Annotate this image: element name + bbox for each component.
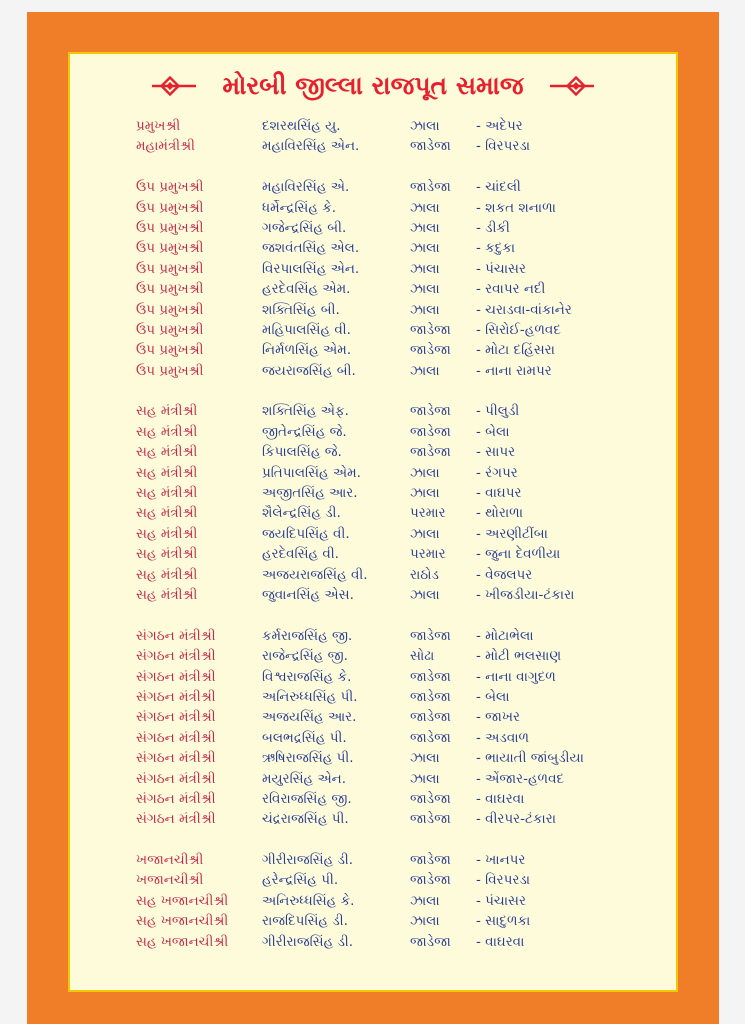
member-name: રવિરાજસિંહ જી.: [262, 790, 352, 807]
member-role: ઉપ પ્રમુખશ્રી: [136, 362, 204, 379]
member-role: સંગઠન મંત્રીશ્રી: [136, 709, 216, 726]
member-list-panel: [68, 52, 678, 992]
member-name: પ્રતિપાલસિંહ એમ.: [262, 464, 361, 481]
member-name: હરદેવસિંહ એમ.: [262, 281, 351, 298]
member-village: - નાના વાગુદળ: [476, 668, 556, 685]
member-name: જયરાજસિંહ બી.: [262, 362, 356, 379]
member-role: સંગઠન મંત્રીશ્રી: [136, 668, 216, 685]
member-name: હરદેવસિંહ વી.: [262, 546, 339, 563]
member-row: [70, 524, 676, 544]
member-name: કિપાલસિંહ જે.: [262, 444, 342, 461]
member-role: સંગઠન મંત્રીશ્રી: [136, 648, 216, 665]
member-role: ઉપ પ્રમુખશ્રી: [136, 199, 204, 216]
member-surname: જાડેજા: [410, 729, 451, 746]
member-row: [70, 218, 676, 238]
member-surname: જાડેજા: [410, 933, 451, 950]
member-surname: ઝાલા: [410, 750, 440, 767]
group-spacer: [70, 381, 676, 401]
member-role: સહ ખજાનચીશ્રી: [136, 913, 229, 930]
group-spacer: [70, 830, 676, 850]
member-village: - સિરોઈ-હળવદ: [476, 321, 561, 338]
member-surname: ઝાલા: [410, 301, 440, 318]
member-surname: જાડેજા: [410, 627, 451, 644]
member-row: [70, 238, 676, 258]
page-title: મોરબી જીલ્લા રાજપૂત સમાજ: [222, 71, 524, 100]
member-village: - ભાયાતી જાંબુડીયા: [476, 750, 584, 767]
member-row: [70, 300, 676, 320]
member-row: [70, 401, 676, 421]
member-name: ગીરીરાજસિંહ ડી.: [262, 933, 354, 950]
member-village: - સાપર: [476, 444, 516, 461]
member-name: કર્મરાજસિંહ જી.: [262, 627, 353, 644]
member-role: સહ મંત્રીશ્રી: [136, 423, 198, 440]
member-role: સહ મંત્રીશ્રી: [136, 566, 198, 583]
member-village: - એંજાર-હળવદ: [476, 770, 565, 787]
member-name: અજયસિંહ આર.: [262, 709, 357, 726]
member-village: - નાના રામપર: [476, 362, 552, 379]
member-role: ઉપ પ્રમુખશ્રી: [136, 179, 204, 196]
member-surname: જાડેજા: [410, 709, 451, 726]
member-name: મહાવિરસિંહ એન.: [262, 138, 360, 155]
member-row: [70, 259, 676, 279]
member-row: [70, 463, 676, 483]
member-name: રાજેન્દ્રસિંહ જી.: [262, 648, 348, 665]
member-village: - વાઘરવા: [476, 790, 525, 807]
member-village: - વાઘરવા: [476, 933, 525, 950]
member-row: [70, 422, 676, 442]
member-village: - વીરપર-ટંકારા: [476, 811, 557, 828]
member-role: સહ ખજાનચીશ્રી: [136, 892, 229, 909]
member-surname: જાડેજા: [410, 811, 451, 828]
member-village: - વાઘપર: [476, 485, 522, 502]
member-village: - પીલુડી: [476, 403, 520, 420]
member-row: [70, 728, 676, 748]
member-name: રાજદિપસિંહ ડી.: [262, 913, 348, 930]
member-name: અનિરુધ્ધસિંહ કે.: [262, 892, 355, 909]
member-row: [70, 809, 676, 829]
member-role: ખજાનચીશ્રી: [136, 852, 204, 869]
member-village: - વિરપરડા: [476, 138, 531, 155]
member-surname: ઝાલા: [410, 485, 440, 502]
member-name: શક્તિસિંહ બી.: [262, 301, 340, 318]
member-surname: પરમાર: [410, 546, 446, 563]
member-surname: ઝાલા: [410, 118, 440, 134]
member-role: મહામંત્રીશ્રી: [136, 138, 195, 155]
member-name: મયુરસિંહ એન.: [262, 770, 347, 787]
member-village: - થોરાળા: [476, 505, 524, 522]
member-row: [70, 769, 676, 789]
member-row: [70, 646, 676, 666]
member-role: સહ મંત્રીશ્રી: [136, 586, 198, 603]
member-role: સંગઠન મંત્રીશ્રી: [136, 750, 216, 767]
member-name: હરેન્દ્રસિંહ પી.: [262, 872, 339, 889]
member-role: સહ મંત્રીશ્રી: [136, 525, 198, 542]
member-row: [70, 361, 676, 381]
member-surname: જાડેજા: [410, 179, 451, 196]
member-row: [70, 891, 676, 911]
member-name: જશવંતસિંહ એલ.: [262, 240, 360, 257]
member-role: સહ મંત્રીશ્રી: [136, 444, 198, 461]
member-role: સંગઠન મંત્રીશ્રી: [136, 770, 216, 787]
member-row: [70, 177, 676, 197]
member-surname: જાડેજા: [410, 138, 451, 155]
member-village: - ચરાડવા-વાંકાનેર: [476, 301, 572, 318]
member-surname: જાડેજા: [410, 668, 451, 685]
title-row: [70, 64, 676, 108]
member-surname: ઝાલા: [410, 199, 440, 216]
member-surname: જાડેજા: [410, 790, 451, 807]
member-row: [70, 932, 676, 952]
member-village: - સાદુળકા: [476, 913, 531, 930]
member-village: - ચાંદલી: [476, 179, 521, 196]
member-name: નિર્મળસિંહ એમ.: [262, 342, 352, 359]
member-surname: ઝાલા: [410, 281, 440, 298]
member-name: જીતેન્દ્રસિંહ જે.: [262, 423, 347, 440]
member-village: - અદેપર: [476, 118, 523, 134]
member-name: જયદિપસિંહ વી.: [262, 525, 350, 542]
member-village: - ખાનપર: [476, 852, 526, 869]
member-surname: જાડેજા: [410, 423, 451, 440]
member-role: ઉપ પ્રમુખશ્રી: [136, 219, 204, 236]
member-role: સહ મંત્રીશ્રી: [136, 464, 198, 481]
member-village: - જાખર: [476, 709, 520, 726]
member-village: - મોટાભેલા: [476, 627, 534, 644]
ornament-right-icon: [550, 76, 594, 96]
member-row: [70, 626, 676, 646]
member-village: - શકત શનાળા: [476, 199, 556, 216]
member-village: - વિરપરડા: [476, 872, 531, 889]
member-list: [70, 116, 676, 952]
member-surname: જાડેજા: [410, 403, 451, 420]
member-village: - મોટા દહિંસરા: [476, 342, 555, 359]
member-row: [70, 503, 676, 523]
member-village: - વેજલપર: [476, 566, 533, 583]
member-surname: જાડેજા: [410, 342, 451, 359]
member-name: ઋષિરાજસિંહ પી.: [262, 750, 354, 767]
group-spacer: [70, 157, 676, 177]
member-role: સંગઠન મંત્રીશ્રી: [136, 688, 216, 705]
member-village: - મોટી ભલસાણ: [476, 648, 562, 665]
member-row: [70, 544, 676, 564]
member-name: શૈલેન્દ્રસિંહ ડી.: [262, 505, 341, 522]
member-row: [70, 340, 676, 360]
member-surname: ઝાલા: [410, 260, 440, 277]
member-village: - બેલા: [476, 688, 510, 705]
ornament-left-icon: [152, 76, 196, 96]
member-name: વિરપાલસિંહ એન.: [262, 260, 360, 277]
member-name: દશરથસિંહ યુ.: [262, 118, 341, 134]
member-row: [70, 565, 676, 585]
member-name: જુવાનસિંહ એસ.: [262, 586, 354, 603]
member-surname: જાડેજા: [410, 688, 451, 705]
member-name: વિશ્વરાજસિંહ કે.: [262, 668, 352, 685]
member-role: ઉપ પ્રમુખશ્રી: [136, 281, 204, 298]
member-row: [70, 748, 676, 768]
member-village: - અરણીટીંબા: [476, 525, 548, 542]
member-row: [70, 136, 676, 156]
member-village: - જુના દેવળીયા: [476, 546, 561, 563]
member-role: પ્રમુખશ્રી: [136, 118, 181, 134]
member-role: ઉપ પ્રમુખશ્રી: [136, 321, 204, 338]
member-role: સહ મંત્રીશ્રી: [136, 546, 198, 563]
member-surname: ઝાલા: [410, 892, 440, 909]
member-role: સંગઠન મંત્રીશ્રી: [136, 811, 216, 828]
member-name: ધર્મેન્દ્રસિંહ કે.: [262, 199, 337, 216]
member-village: - ખીજડીયા-ટંકારા: [476, 586, 575, 603]
member-row: [70, 585, 676, 605]
member-surname: ઝાલા: [410, 240, 440, 257]
member-village: - કદુકા: [476, 240, 516, 257]
member-name: અજીતસિંહ આર.: [262, 485, 358, 502]
member-surname: જાડેજા: [410, 872, 451, 889]
member-village: - ડીકી: [476, 219, 510, 236]
member-row: [70, 667, 676, 687]
member-row: [70, 789, 676, 809]
member-name: ચંદ્રરાજસિંહ પી.: [262, 811, 349, 828]
member-village: - અડવાળ: [476, 729, 530, 746]
member-role: સહ ખજાનચીશ્રી: [136, 933, 229, 950]
member-surname: ઝાલા: [410, 362, 440, 379]
member-role: સહ મંત્રીશ્રી: [136, 485, 198, 502]
member-role: સહ મંત્રીશ્રી: [136, 403, 198, 420]
member-surname: ઝાલા: [410, 219, 440, 236]
member-role: ખજાનચીશ્રી: [136, 872, 204, 889]
member-village: - પંચાસર: [476, 892, 526, 909]
member-surname: પરમાર: [410, 505, 446, 522]
member-role: સંગઠન મંત્રીશ્રી: [136, 627, 216, 644]
member-name: શક્તિસિંહ એફ.: [262, 403, 349, 420]
member-role: ઉપ પ્રમુખશ્રી: [136, 301, 204, 318]
member-surname: જાડેજા: [410, 852, 451, 869]
member-row: [70, 116, 676, 136]
member-row: [70, 483, 676, 503]
member-name: મહાવિરસિંહ એ.: [262, 179, 350, 196]
member-row: [70, 320, 676, 340]
member-surname: જાડેજા: [410, 444, 451, 461]
group-spacer: [70, 605, 676, 625]
member-row: [70, 442, 676, 462]
member-row: [70, 911, 676, 931]
member-surname: જાડેજા: [410, 321, 451, 338]
member-row: [70, 850, 676, 870]
member-surname: રાઠોડ: [410, 566, 439, 583]
member-name: ગીરીરાજસિંહ ડી.: [262, 852, 354, 869]
member-row: [70, 707, 676, 727]
member-name: બલભદ્રસિંહ પી.: [262, 729, 347, 746]
member-role: ઉપ પ્રમુખશ્રી: [136, 260, 204, 277]
member-village: - રંગપર: [476, 464, 518, 481]
member-row: [70, 870, 676, 890]
member-surname: ઝાલા: [410, 525, 440, 542]
member-surname: ઝાલા: [410, 913, 440, 930]
member-name: ગજેન્દ્રસિંહ બી.: [262, 219, 347, 236]
member-village: - રવાપર નદી: [476, 281, 546, 298]
member-surname: ઝાલા: [410, 770, 440, 787]
member-name: મહિપાલસિંહ વી.: [262, 321, 351, 338]
member-row: [70, 279, 676, 299]
member-name: અજયરાજસિંહ વી.: [262, 566, 368, 583]
member-role: ઉપ પ્રમુખશ્રી: [136, 342, 204, 359]
member-role: સંગઠન મંત્રીશ્રી: [136, 790, 216, 807]
member-role: ઉપ પ્રમુખશ્રી: [136, 240, 204, 257]
member-surname: ઝાલા: [410, 464, 440, 481]
member-role: સહ મંત્રીશ્રી: [136, 505, 198, 522]
member-village: - પંચાસર: [476, 260, 526, 277]
member-row: [70, 687, 676, 707]
member-row: [70, 198, 676, 218]
member-surname: સોઢા: [410, 648, 435, 665]
member-village: - બેલા: [476, 423, 510, 440]
member-surname: ઝાલા: [410, 586, 440, 603]
member-role: સંગઠન મંત્રીશ્રી: [136, 729, 216, 746]
member-name: અનિરુધ્ધસિંહ પી.: [262, 688, 358, 705]
